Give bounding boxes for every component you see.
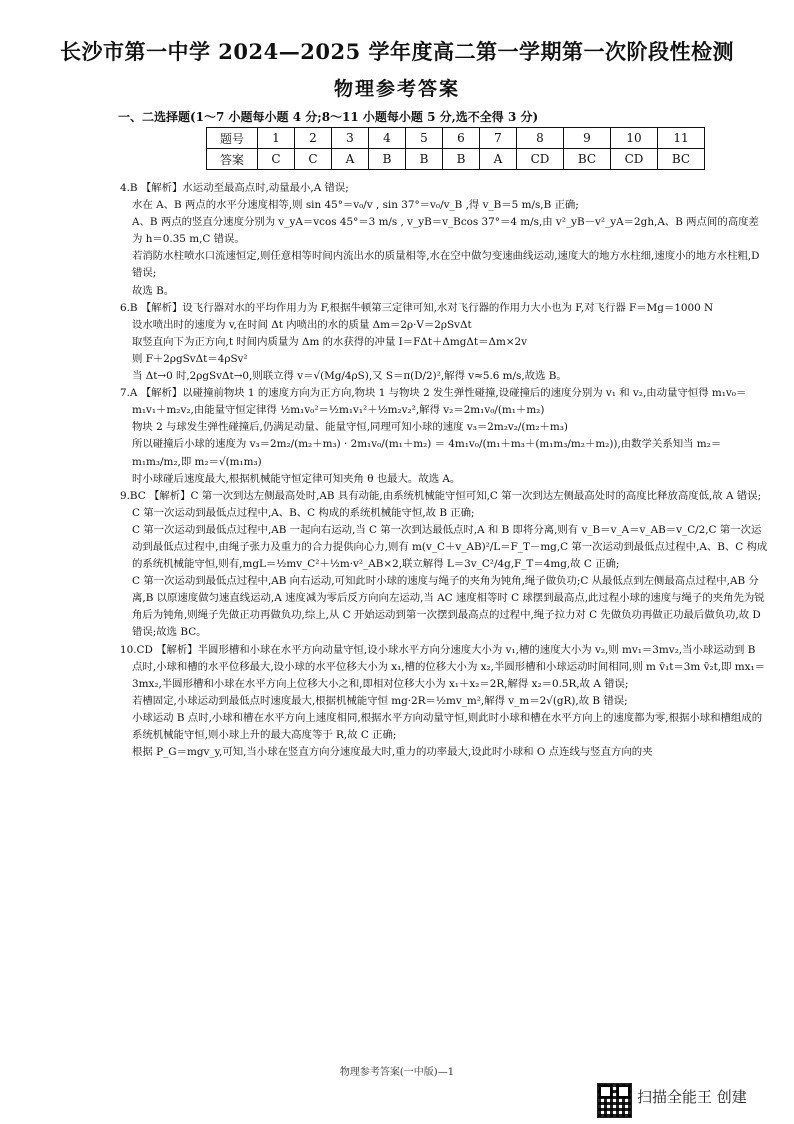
- answer-cell: CD: [517, 149, 564, 170]
- solution-paragraph: 则 F＋2ρgSvΔt＝4ρSv²: [132, 352, 248, 365]
- question-number: 10: [611, 128, 658, 149]
- solution-paragraph: 设水喷出时的速度为 v,在时间 Δt 内喷出的水的质量 Δm＝2ρ·V＝2ρSvΔt: [132, 318, 472, 331]
- solution-paragraph: 7.A 【解析】以碰撞前物块 1 的速度方向为正方向,物块 1 与物块 2 发生弹性碰撞,设碰撞后的速度分别为 v₁ 和 v₂,由动量守恒得 m₁v₀＝m₁v₁＋m₂v₂,由能量守恒定律得 ½m₁v₀²＝½m₁v₁²＋½m₂v₂²,解得 v₂＝2m₁v₀/(m₁＋m₂): [120, 387, 747, 417]
- solution-paragraph: 时小球碰后速度最大,根据机械能守恒定律可知夹角 θ 也最大。故选 A。: [132, 472, 461, 485]
- question-number: 6: [443, 128, 480, 149]
- solution-paragraph: 小球运动 B 点时,小球和槽在水平方向上速度相同,根据水平方向动量守恒,则此时小球和槽在水平方向上的速度都为零,根据小球和槽组成的系统机械能守恒,则小球上升的最大高度等于 R,故 C 正确;: [132, 711, 763, 741]
- answer-table: [206, 127, 705, 170]
- question-number: 9: [564, 128, 611, 149]
- solution-paragraph: 若消防水柱喷水口流速恒定,则任意相等时间内流出水的质量相等,水在空中做匀变速曲线运动,速度大的地方水柱细,速度小的地方水柱粗,D 错误;: [132, 250, 760, 280]
- question-number: 1: [258, 128, 295, 149]
- question-row-label: 题号: [207, 128, 258, 149]
- solution-paragraph: 故选 B。: [132, 284, 175, 297]
- page-subtitle: 物理参考答案: [333, 78, 460, 100]
- answer-cell: B: [406, 149, 443, 170]
- question-number: 11: [658, 128, 705, 149]
- solution-paragraph: C 第一次运动到最低点过程中,AB 一起向右运动,当 C 第一次到达最低点时,A 和 B 即将分离,则有 v_B＝v_A＝v_AB＝v_C/2,C 第一次运动到最低点过程中,由绳子张力及重力的合力提供向心力,则有 m(v_C＋v_AB)²/L＝F_T－mg,C 第一次运动到最低点过程中,A、B、C 构成的系统机械能守恒,则有,mgL＝½mv_C²＋½m·v²_AB×2,联立解得 L＝3v_C²/4g,F_T＝4mg,故 C 正确;: [132, 523, 768, 571]
- page-footer: 物理参考答案(一中版)—1: [339, 1067, 455, 1078]
- solution-paragraph: 10.CD 【解析】半圆形槽和小球在水平方向动量守恒,设小球水平方向分速度大小为 v₁,槽的速度大小为 v₂,则 mv₁＝3mv₂,当小球运动到 B 点时,小球和槽的水平位移最大,设小球的水平位移大小为 x₁,槽的位移大小为 x₂,半圆形槽和小球运动时间相同,则 m v̄₁t＝3m v̄₂t,即 mx₁＝3mx₂,半圆形槽和小球在水平方向上位移大小之和,即相对位移大小为 x₁＋x₂＝2R,解得 x₂＝0.5R,故 A 错误;: [120, 643, 766, 690]
- solution-paragraph: 水在 A、B 两点的水平分速度相等,则 sin 45°＝v₀/v , sin 37°＝v₀/v_B ,得 v_B＝5 m/s,B 正确;: [132, 199, 579, 212]
- answer-cell: B: [443, 149, 480, 170]
- question-number: 4: [369, 128, 406, 149]
- solution-paragraph: C 第一次运动到最低点过程中,A、B、C 构成的系统机械能守恒,故 B 正确;: [132, 506, 475, 519]
- section-heading: 一、二选择题(1～7 小题每小题 4 分;8～11 小题每小题 5 分,选不全得 3 分): [118, 110, 539, 124]
- solution-paragraph: 若槽固定,小球运动到最低点时速度最大,根据机械能守恒 mg·2R＝½mv_m²,解得 v_m＝2√(gR),故 B 错误;: [132, 694, 628, 707]
- answer-table-answer-row: [207, 149, 705, 170]
- question-number: 8: [517, 128, 564, 149]
- answer-cell: C: [295, 149, 332, 170]
- answer-cell: C: [258, 149, 295, 170]
- scanner-watermark: 扫描全能王 创建: [637, 1088, 747, 1106]
- solution-paragraph: C 第一次运动到最低点过程中,AB 向右运动,可知此时小球的速度与绳子的夹角为钝角,绳子做负功;C 从最低点到左侧最高点过程中,AB 分离,B 以原速度做匀速直线运动,A 速度减为零后反方向向左运动,当 AC 速度相等时 C 球摆到最高点,此过程小球的速度与绳子的夹角先为锐角后为钝角,则绳子先做正功再做负功,综上,从 C 开始运动到第一次摆到最高点的过程中,绳子拉力对 C 先做负功再做正功最后做负功,故 D 错误;故选 BC。: [132, 575, 765, 639]
- question-number: 2: [295, 128, 332, 149]
- answer-cell: A: [480, 149, 517, 170]
- solution-paragraph: A、B 两点的竖直分速度分别为 v_yA＝vcos 45°＝3 m/s , v_yB＝v_Bcos 37°＝4 m/s,由 v²_yB－v²_yA＝2gh,A、B 两点间的高度差为 h＝0.35 m,C 错误。: [132, 216, 759, 246]
- solution-paragraph: 所以碰撞后小球的速度为 v₃＝2m₂/(m₂＋m₃) · 2m₁v₀/(m₁＋m₂) ＝ 4m₁v₀/(m₁＋m₃＋(m₁m₃/m₂＋m₂)),由数学关系知当 m₂＝m₁m₃/m₂,即 m₂＝√(m₁m₃): [132, 438, 722, 468]
- page-title: 长沙市第一中学 2024—2025 学年度高二第一学期第一次阶段性检测: [59, 39, 734, 64]
- question-number: 3: [332, 128, 369, 149]
- answer-cell: B: [369, 149, 406, 170]
- solution-paragraph: 4.B 【解析】水运动至最高点时,动量最小,A 错误;: [120, 182, 349, 194]
- solution-paragraph: 物块 2 与球发生弹性碰撞后,仍满足动量、能量守恒,同理可知小球的速度 v₃＝2m₂v₂/(m₂＋m₃): [132, 421, 568, 434]
- solution-paragraph: 9.BC 【解析】C 第一次到达左侧最高处时,AB 具有动能,由系统机械能守恒可知,C 第一次到达左侧最高处时的高度比释放高度低,故 A 错误;: [120, 489, 762, 502]
- answer-cell: CD: [611, 149, 658, 170]
- answer-row-label: 答案: [207, 149, 258, 170]
- solution-paragraph: 根据 P_G＝mgv_y,可知,当小球在竖直方向分速度最大时,重力的功率最大,设此时小球和 O 点连线与竖直方向的夹: [132, 746, 653, 759]
- answer-table-question-row: [207, 128, 705, 149]
- question-number: 7: [480, 128, 517, 149]
- answer-cell: A: [332, 149, 369, 170]
- answer-cell: BC: [658, 149, 705, 170]
- solution-paragraph: 取竖直向下为正方向,t 时间内质量为 Δm 的水获得的冲量 I＝FΔt＋ΔmgΔt＝Δm×2v: [132, 335, 528, 348]
- qr-code-icon: [597, 1083, 632, 1118]
- question-number: 5: [406, 128, 443, 149]
- solution-paragraph: 当 Δt→0 时,2ρgSvΔt→0,则联立得 v＝√(Mg/4ρS),又 S＝π(D/2)²,解得 v≈5.6 m/s,故选 B。: [132, 370, 567, 383]
- answer-cell: BC: [564, 149, 611, 170]
- solution-body: [120, 180, 768, 761]
- solution-paragraph: 6.B 【解析】设飞行器对水的平均作用力为 F,根据牛顿第三定律可知,水对飞行器的作用力大小也为 F,对飞行器 F＝Mg＝1000 N: [120, 301, 714, 314]
